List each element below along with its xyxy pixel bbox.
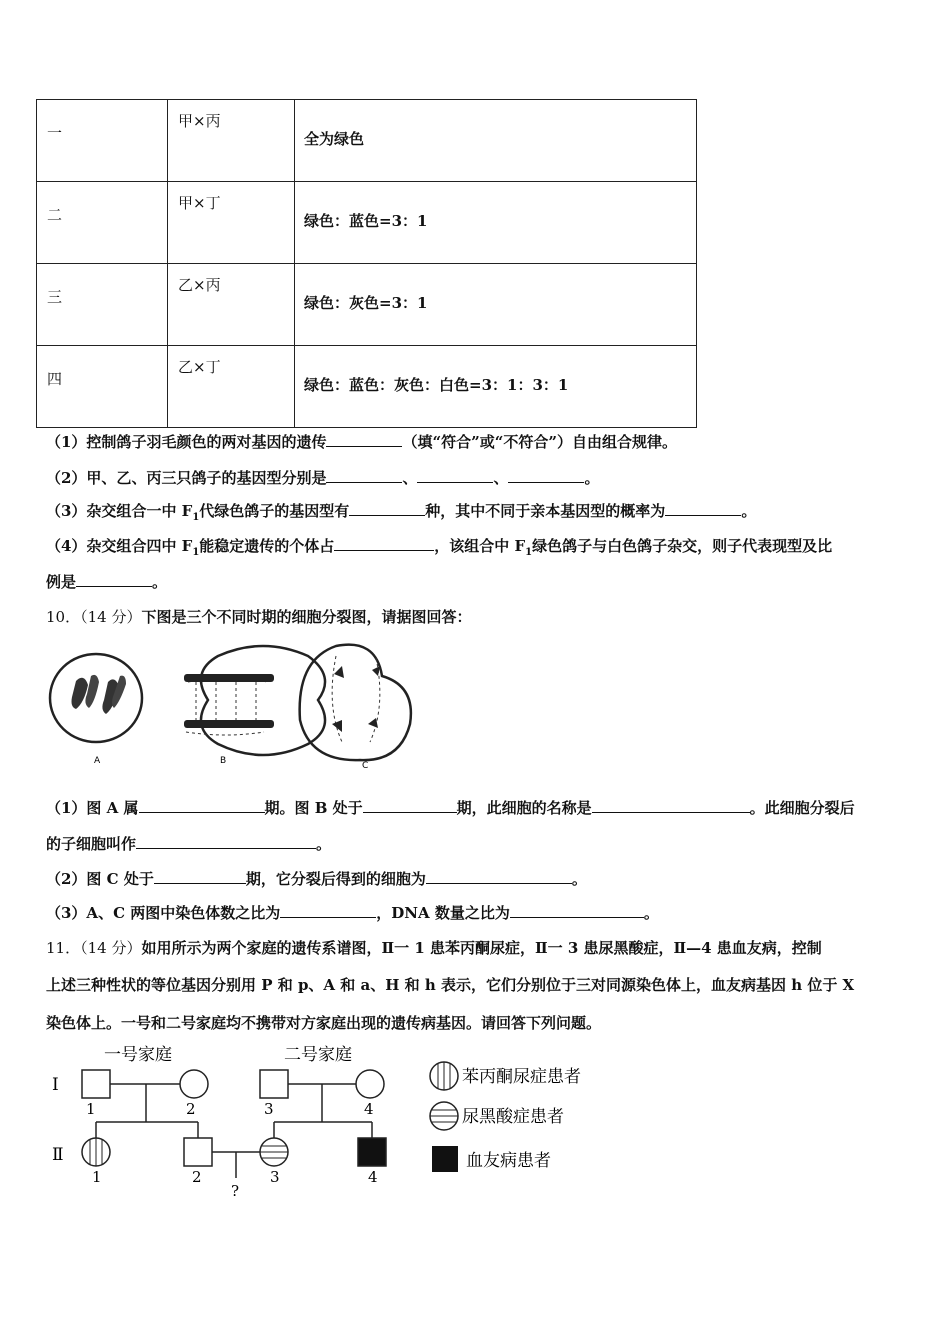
q10-part1-cont: [46, 833, 331, 854]
q9-text: 、: [402, 469, 418, 487]
row-number: 四: [47, 370, 63, 388]
q10-text: （2）图 C 处于: [46, 870, 154, 888]
q10-heading: [46, 606, 471, 627]
male-normal: [184, 1138, 212, 1166]
answer-blank[interactable]: [363, 798, 457, 813]
unknown-offspring: ?: [231, 1182, 240, 1200]
q10-part3: [46, 902, 659, 923]
answer-blank[interactable]: [139, 798, 265, 813]
legend-label: 苯丙酮尿症患者: [462, 1067, 581, 1087]
legend-hemophilia-icon: [432, 1146, 458, 1172]
individual-number: 3: [270, 1168, 280, 1186]
q9-text: （2）甲、乙、丙三只鸽子的基因型分别是: [46, 469, 327, 487]
female-normal: [356, 1070, 384, 1098]
individual-number: 3: [264, 1100, 274, 1118]
cross-result: 绿色：蓝色=3：1: [304, 212, 428, 230]
answer-blank[interactable]: [665, 501, 741, 516]
table-row: [37, 100, 697, 182]
generation-ii-label: Ⅱ: [52, 1145, 64, 1165]
label-c: C: [362, 761, 369, 771]
answer-blank[interactable]: [592, 798, 750, 813]
cross-result: 绿色：蓝色：灰色：白色=3：1：3：1: [304, 376, 569, 394]
answer-blank[interactable]: [76, 572, 152, 587]
subscript: 1: [525, 547, 533, 558]
q9-text: 、: [493, 469, 509, 487]
cross-table: [36, 99, 697, 428]
individual-number: 1: [86, 1100, 96, 1118]
individual-number: 4: [364, 1100, 374, 1118]
q10-text: 的子细胞叫作: [46, 835, 137, 853]
individual-number: 4: [368, 1168, 378, 1186]
answer-blank[interactable]: [510, 903, 644, 918]
q9-text: 。: [584, 469, 600, 487]
cell-b: [184, 646, 325, 766]
q10-text: （1）图 A 属: [46, 799, 139, 817]
answer-blank[interactable]: [349, 501, 425, 516]
q9-text: 绿色鸽子与白色鸽子杂交，则子代表现型及比: [532, 537, 833, 555]
q9-text: 例是: [46, 573, 77, 591]
q9-text: 能稳定遗传的个体占: [199, 537, 335, 555]
answer-blank[interactable]: [417, 468, 493, 483]
row-number: 三: [47, 288, 63, 306]
answer-blank[interactable]: [508, 468, 584, 483]
q9-text: （1）控制鸽子羽毛颜色的两对基因的遗传: [46, 433, 327, 451]
female-normal: [180, 1070, 208, 1098]
male-normal: [260, 1070, 288, 1098]
q9-part3: [46, 500, 756, 523]
q11-line2: 上述三种性状的等位基因分别用 P 和 p、A 和 a、H 和 h 表示，它们分别位于三对同源染色体上，血友病基因 h 位于 X: [46, 976, 855, 994]
individual-number: 1: [92, 1168, 102, 1186]
cross-result: 绿色：灰色=3：1: [304, 294, 428, 312]
q9-text: （填“符合”或“不符合”）自由组合规律。: [402, 433, 677, 451]
cross-result: 全为绿色: [304, 130, 365, 148]
q9-text: 。: [152, 573, 168, 591]
label-a: A: [94, 756, 101, 766]
cell-division-figures: [46, 636, 426, 776]
individual-number: 2: [186, 1100, 196, 1118]
table-row: [37, 264, 697, 346]
answer-blank[interactable]: [154, 869, 246, 884]
q10-text: 。: [643, 904, 659, 922]
table-row: [37, 346, 697, 428]
q10-text: ，DNA 数量之比为: [376, 904, 510, 922]
individual-number: 2: [192, 1168, 202, 1186]
q10-text: 期，此细胞的名称是: [456, 799, 592, 817]
generation-i-label: Ⅰ: [52, 1075, 59, 1095]
cell-a: [50, 654, 142, 766]
q9-text: （3）杂交组合一中 F: [46, 502, 193, 520]
q9-text: 代绿色鸽子的基因型有: [199, 502, 350, 520]
q10-text: 期。图 B 处于: [264, 799, 363, 817]
answer-blank[interactable]: [136, 834, 316, 849]
question-text: 如用所示为两个家庭的遗传系谱图，Ⅱ一 1 患苯丙酮尿症，Ⅱ一 3 患尿黑酸症，Ⅱ—4 患血友病，控制: [141, 939, 822, 957]
answer-blank[interactable]: [334, 536, 434, 551]
pedigree-chart: [46, 1038, 606, 1204]
male-hemophilia: [358, 1138, 386, 1166]
q9-text: 。: [741, 502, 757, 520]
male-normal: [82, 1070, 110, 1098]
answer-blank[interactable]: [326, 468, 402, 483]
answer-blank[interactable]: [326, 432, 402, 447]
subscript: 1: [192, 512, 200, 523]
cross-combo: 乙×丙: [178, 276, 221, 294]
q9-text: 种，其中不同于亲本基因型的概率为: [425, 502, 666, 520]
answer-blank[interactable]: [280, 903, 376, 918]
legend-label: 血友病患者: [466, 1151, 551, 1171]
family1-label: 一号家庭: [104, 1045, 172, 1065]
cross-combo: 乙×丁: [178, 358, 221, 376]
family2-label: 二号家庭: [284, 1045, 352, 1065]
cross-combo: 甲×丙: [178, 112, 221, 130]
legend-label: 尿黑酸症患者: [462, 1107, 564, 1127]
question-number: 11．（14 分）: [46, 939, 142, 957]
q11-line3: 染色体上。一号和二号家庭均不携带对方家庭出现的遗传病基因。请回答下列问题。: [46, 1014, 602, 1032]
q10-text: 期，它分裂后得到的细胞为: [245, 870, 426, 888]
q10-text: 。此细胞分裂后: [749, 799, 855, 817]
q10-text: 。: [316, 835, 332, 853]
q9-text: ，该组合中 F: [434, 537, 526, 555]
label-b: B: [220, 756, 227, 766]
row-number: 二: [47, 206, 63, 224]
q9-part2: [46, 467, 600, 488]
q9-part4-cont: [46, 571, 167, 592]
q10-text: 。: [571, 870, 587, 888]
q10-part1: [46, 797, 855, 818]
q10-text: （3）A、C 两图中染色体数之比为: [46, 904, 281, 922]
q9-part4: [46, 535, 832, 558]
question-text: 下图是三个不同时期的细胞分裂图，请据图回答：: [141, 608, 472, 626]
answer-blank[interactable]: [426, 869, 572, 884]
q10-part2: [46, 868, 587, 889]
cross-combo: 甲×丁: [178, 194, 221, 212]
question-number: 10．（14 分）: [46, 608, 142, 626]
q11-line1: [46, 937, 822, 958]
row-number: 一: [47, 124, 63, 142]
q9-part1: [46, 431, 677, 452]
subscript: 1: [192, 547, 200, 558]
q9-text: （4）杂交组合四中 F: [46, 537, 193, 555]
table-row: [37, 182, 697, 264]
